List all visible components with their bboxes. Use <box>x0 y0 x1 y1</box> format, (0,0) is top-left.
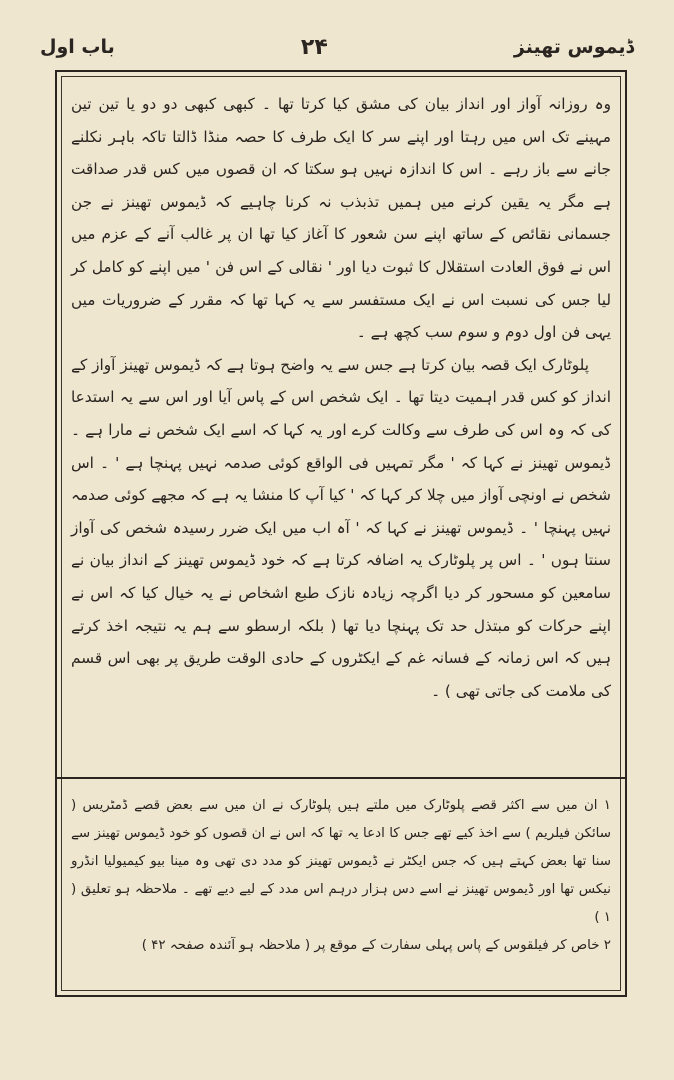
body-paragraph: وہ روزانہ آواز اور انداز بیان کی مشق کیا کرتا تھا ۔ کبھی کبھی دو دو یا تین تین مہینے تک اس میں رہتا اور اپنے سر کا ایک طرف کا حصہ منڈا ڈالتا تاکہ باہر نکلنے جانے سے باز رہے ۔ اس کا اندازہ نہیں ہو سکتا کہ ان قصوں میں کس قدر صداقت ہے مگر یہ یقین کرنے میں ہمیں تذبذب نہ کرنا چاہیے کہ ڈیموس تھینز نے جن جسمانی نقائص کے ساتھ اپنے سن شعور کا آغاز کیا تھا ان پر غالب آنے کے عزم میں اس نے فوق العادت استقلال کا ثبوت دیا اور ' نقالی کے اس فن ' میں اپنے کو کامل کر لیا جس کی نسبت اس نے ایک مستفسر سے یہ کہا تھا کہ مقرر کے ضروریات میں یہی فن اول دوم و سوم سب کچھ ہے ۔ <box>71 95 611 342</box>
footnote: ۱ ان میں سے اکثر قصے پلوٹارک میں ملتے ہیں پلوٹارک نے ان میں سے بعض قصے ڈمٹریس ( سائکن فیلریم ) سے اخذ کیے تھے جس کا ادعا یہ تھا کہ اس نے ان قصوں کو خود ڈیموس تھینز سے سنا تھا بعض کہتے ہیں کہ جس ایکٹر نے ڈیموس تھینز کو مدد دی تھی وہ مینا بیو کیمیولیا انڈرو نیکس تھا اور ڈیموس تھینز نے اسے دس ہزار درہم اس مدد کے لیے دیے تھے ۔ ملاحظہ ہو تعلیق ( ۱ ) <box>71 798 611 925</box>
footnote-divider <box>57 777 625 779</box>
chapter-label: باب اول <box>40 36 115 58</box>
body-paragraph: پلوٹارک ایک قصہ بیان کرتا ہے جس سے یہ واضح ہوتا ہے کہ ڈیموس تھینز آواز کے انداز کو کس قدر اہمیت دیتا تھا ۔ ایک شخص اس کے پاس آیا اور اس سے یہ استدعا کی کہ وہ اس کی طرف سے وکالت کرے اور یہ کہا کہ اسے ایک شخص نے مارا ہے ۔ ڈیموس تھینز نے کہا کہ ' مگر تمہیں فی الواقع کوئی صدمہ نہیں پہنچا ہے ' ۔ اس شخص نے اونچی آواز میں چلا کر کہا کہ ' کیا آپ کا منشا یہ ہے کہ مجھے کوئی صدمہ نہیں پہنچا ' ۔ ڈیموس تھینز نے کہا کہ ' آہ اب میں ایک ضرر رسیدہ شخص کی آواز سنتا ہوں ' ۔ اس پر پلوٹارک یہ اضافہ کرتا ہے کہ خود ڈیموس تھینز کے انداز بیان نے سامعین کو مسحور کر دیا اگرچہ زیادہ نازک طبع اشخاص نے یہ خیال کیا کہ اس نے اپنے حرکات کو مبتذل حد تک پہنچا دیا تھا ( بلکہ ارسطو سے ہم یہ نتیجہ اخذ کرتے ہیں کہ اس زمانہ کے فسانہ غم کے ایکٹروں کے حادی الوقت طریق پر بھی اس قسم کی ملامت کی جاتی تھی ) ۔ <box>71 355 612 700</box>
page-number: ۲۴ <box>300 34 328 60</box>
page-frame <box>55 70 627 997</box>
footnote: ۲ خاص کر فیلقوس کے پاس پہلی سفارت کے موقع پر ( ملاحظہ ہو آئندہ صفحہ ۴۲ ) <box>141 938 611 953</box>
page-header <box>40 30 634 64</box>
footnotes <box>71 792 611 960</box>
book-title: ڈیموس تھینز <box>513 36 634 58</box>
main-text <box>71 88 611 707</box>
